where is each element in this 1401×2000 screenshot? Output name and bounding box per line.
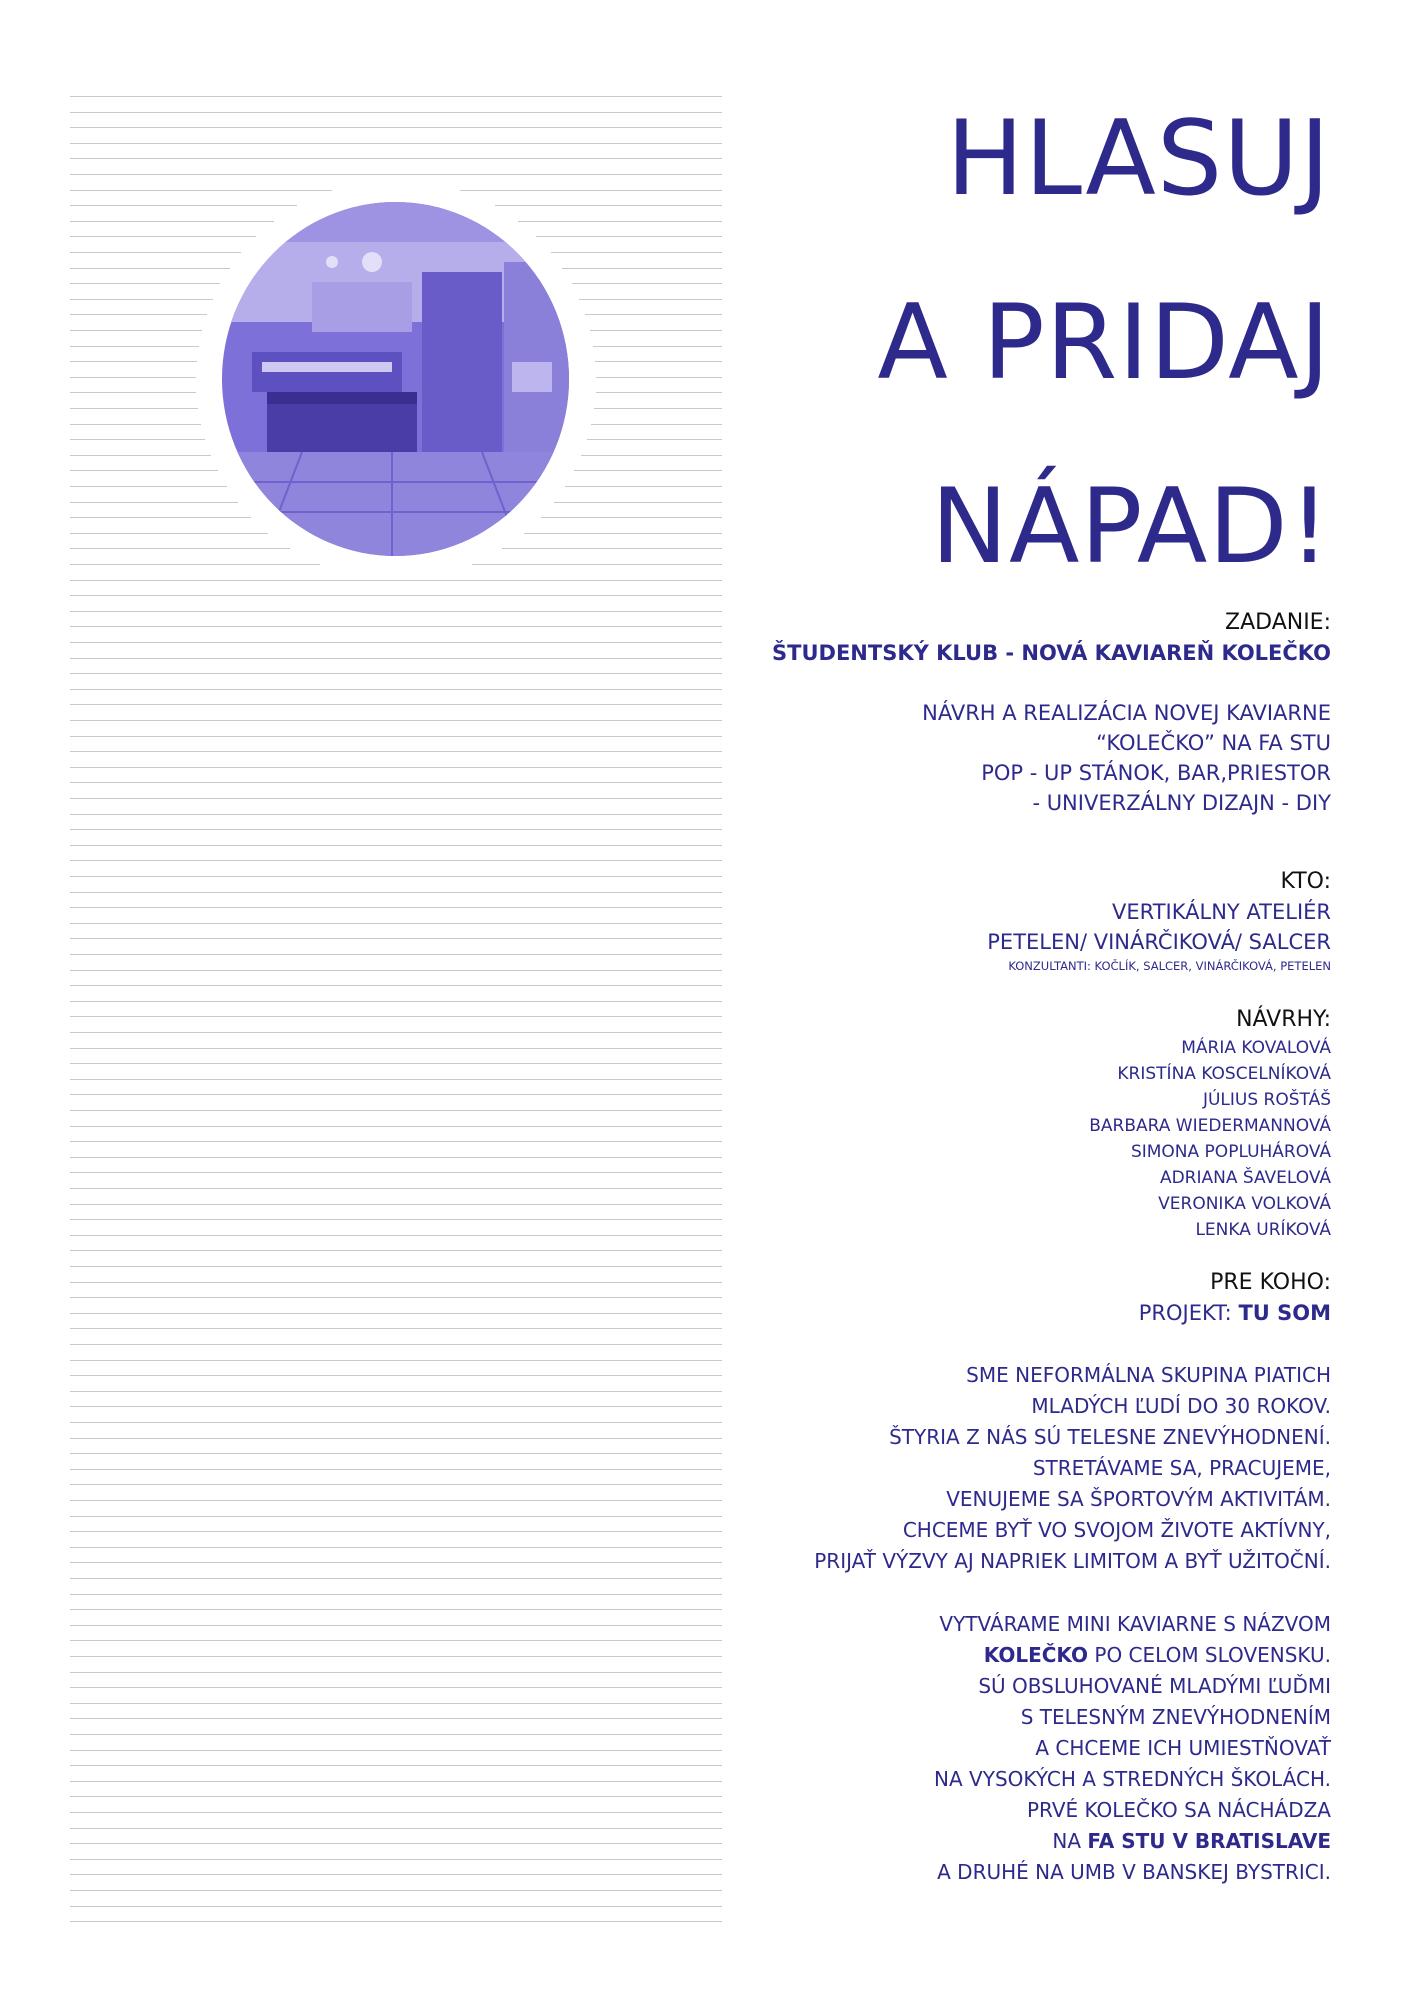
rule-line	[70, 1718, 722, 1719]
rule-line	[70, 1250, 722, 1251]
location-bold: FA STU V BRATISLAVE	[1087, 1829, 1331, 1853]
rule-line	[70, 377, 196, 378]
rule-line	[70, 782, 722, 783]
rule-line	[70, 1781, 722, 1782]
rule-line	[70, 127, 722, 128]
rule-line	[70, 860, 722, 861]
rule-line	[70, 1048, 722, 1049]
rule-line	[70, 112, 722, 113]
rule-line	[70, 299, 213, 300]
rule-line	[70, 1235, 722, 1236]
rule-line	[70, 439, 205, 440]
rule-line	[565, 486, 722, 487]
rule-line	[70, 346, 199, 347]
designer-name: KRISTÍNA KOSCELNÍKOVÁ	[1117, 1064, 1331, 1084]
rule-line	[70, 736, 722, 737]
rule-line	[593, 346, 722, 347]
rule-line	[70, 1157, 722, 1158]
rule-line	[70, 1734, 722, 1735]
rule-line	[70, 767, 722, 768]
rule-line	[70, 1562, 722, 1563]
rule-line	[70, 720, 722, 721]
rule-line	[70, 689, 722, 690]
rule-line	[70, 1079, 722, 1080]
rule-line	[70, 1391, 722, 1392]
rule-line	[70, 907, 722, 908]
kolecko-line: A DRUHÉ NA UMB V BANSKEJ BYSTRICI.	[937, 1860, 1331, 1884]
designer-name: LENKA URÍKOVÁ	[1195, 1220, 1331, 1240]
designer-name: VERONIKA VOLKOVÁ	[1158, 1194, 1331, 1214]
rule-line	[70, 876, 722, 877]
projekt-name: TU SOM	[1238, 1301, 1331, 1325]
rule-line	[495, 205, 722, 206]
cafe-photo	[222, 202, 569, 556]
kolecko-line: NA VYSOKÝCH A STREDNÝCH ŠKOLÁCH.	[934, 1767, 1331, 1791]
rule-line	[70, 1859, 722, 1860]
rule-line	[70, 1656, 722, 1657]
rule-line	[70, 1001, 722, 1002]
rule-line	[70, 1921, 722, 1922]
designer-name: BARBARA WIEDERMANNOVÁ	[1089, 1116, 1331, 1136]
kolecko-bold: KOLEČKO	[983, 1643, 1089, 1667]
designer-name: SIMONA POPLUHÁROVÁ	[1130, 1142, 1331, 1162]
rule-line	[70, 845, 722, 846]
zadanie-desc-line: NÁVRH A REALIZÁCIA NOVEJ KAVIARNE	[922, 701, 1331, 725]
rule-line	[70, 392, 196, 393]
rule-line	[579, 299, 722, 300]
rule-line	[70, 1609, 722, 1610]
rule-line	[70, 236, 256, 237]
navrhy-section	[1089, 1005, 1331, 1243]
kolecko-line: VYTVÁRAME MINI KAVIARNE S NÁZVOM	[939, 1612, 1331, 1636]
headline	[711, 100, 1331, 586]
rule-line	[70, 798, 722, 799]
rule-line	[70, 1141, 722, 1142]
headline-line: NÁPAD!	[930, 467, 1331, 587]
rule-line	[70, 673, 722, 674]
rule-line	[70, 96, 722, 97]
rule-line	[70, 1032, 722, 1033]
rule-line	[70, 1640, 722, 1641]
designer-name: ADRIANA ŠAVELOVÁ	[1159, 1168, 1331, 1188]
rule-line	[70, 1516, 722, 1517]
rule-line	[590, 330, 722, 331]
rule-line	[70, 283, 220, 284]
rule-line	[551, 252, 722, 253]
rule-line	[70, 1890, 722, 1891]
about-line: PRIJAŤ VÝZVY AJ NAPRIEK LIMITOM A BYŤ UŽITOČNÍ.	[814, 1549, 1331, 1573]
rule-line	[70, 424, 201, 425]
rule-line	[70, 1703, 722, 1704]
rule-line	[595, 361, 722, 362]
rule-line	[70, 923, 722, 924]
zadanie-desc-line: POP - UP STÁNOK, BAR,PRIESTOR	[981, 761, 1331, 785]
rule-line	[70, 1500, 722, 1501]
zadanie-desc-line: - UNIVERZÁLNY DIZAJN - DIY	[1032, 791, 1331, 815]
rule-line	[70, 985, 722, 986]
kto-label: KTO:	[1280, 869, 1331, 894]
rule-line	[562, 268, 722, 269]
kto-section	[987, 867, 1331, 975]
zadanie-title: ŠTUDENTSKÝ KLUB - NOVÁ KAVIAREŇ KOLEČKO	[772, 641, 1331, 665]
rule-line	[70, 1063, 722, 1064]
rule-line	[70, 1266, 722, 1267]
rule-line	[70, 1625, 722, 1626]
rule-line	[70, 548, 290, 549]
rule-line	[541, 517, 722, 518]
rule-line	[70, 829, 722, 830]
rule-line	[70, 611, 722, 612]
rule-line	[70, 1765, 722, 1766]
rule-line	[70, 814, 722, 815]
rule-line	[70, 1578, 722, 1579]
rule-line	[70, 533, 268, 534]
rule-line	[70, 1282, 722, 1283]
rule-line	[70, 704, 722, 705]
rule-line	[70, 1796, 722, 1797]
rule-line	[518, 221, 722, 222]
rule-line	[70, 143, 722, 144]
rule-line	[70, 751, 722, 752]
rule-line	[70, 252, 241, 253]
about-paragraph	[814, 1360, 1331, 1577]
rule-line	[70, 970, 722, 971]
rule-line	[70, 408, 198, 409]
kolecko-line: NA	[1052, 1829, 1088, 1853]
pre-koho-section	[1139, 1268, 1331, 1328]
rule-line	[596, 377, 722, 378]
rule-line	[70, 314, 207, 315]
rule-line	[70, 455, 211, 456]
rule-line	[70, 1297, 722, 1298]
rule-line	[70, 470, 218, 471]
rule-line	[70, 1906, 722, 1907]
rule-line	[70, 1828, 722, 1829]
kolecko-line: PO CELOM SLOVENSKU.	[1088, 1643, 1331, 1667]
kolecko-paragraph	[934, 1609, 1331, 1888]
rule-line	[70, 1328, 722, 1329]
rule-line	[70, 1188, 722, 1189]
kolecko-line: A CHCEME ICH UMIESTŇOVAŤ	[1035, 1736, 1331, 1760]
rule-line	[554, 502, 722, 503]
kto-line: PETELEN/ VINÁRČIKOVÁ/ SALCER	[987, 930, 1331, 954]
rule-line	[70, 1172, 722, 1173]
rule-line	[472, 564, 722, 565]
rule-line	[70, 1874, 722, 1875]
about-line: CHCEME BYŤ VO SVOJOM ŽIVOTE AKTÍVNY,	[902, 1518, 1331, 1542]
rule-line	[70, 1750, 722, 1751]
rule-line	[70, 1406, 722, 1407]
rule-line	[581, 455, 722, 456]
rule-line	[70, 1204, 722, 1205]
rule-line	[70, 502, 238, 503]
rule-line	[536, 236, 722, 237]
rule-line	[524, 533, 722, 534]
zadanie-desc-line: “KOLEČKO” NA FA STU	[1096, 731, 1331, 755]
designer-name: MÁRIA KOVALOVÁ	[1181, 1038, 1331, 1058]
rule-line	[587, 439, 722, 440]
kto-line: VERTIKÁLNY ATELIÉR	[1112, 900, 1331, 924]
rule-line	[574, 470, 722, 471]
rule-line	[70, 330, 202, 331]
rule-line	[70, 1094, 722, 1095]
rule-line	[70, 1016, 722, 1017]
rule-line	[70, 954, 722, 955]
rule-line	[70, 1843, 722, 1844]
rule-line	[70, 892, 722, 893]
rule-line	[70, 1360, 722, 1361]
rule-line	[70, 205, 297, 206]
rule-line	[70, 580, 722, 581]
designer-name: JÚLIUS ROŠTÁŠ	[1202, 1090, 1331, 1110]
rule-line	[70, 1110, 722, 1111]
rule-line	[70, 1687, 722, 1688]
about-line: STRETÁVAME SA, PRACUJEME,	[1032, 1456, 1331, 1480]
projekt-prefix: PROJEKT:	[1138, 1301, 1239, 1325]
rule-line	[502, 548, 722, 549]
rule-line	[70, 1531, 722, 1532]
rule-line	[70, 190, 332, 191]
rule-line	[70, 1469, 722, 1470]
rule-line	[70, 1219, 722, 1220]
rule-line	[70, 1438, 722, 1439]
zadanie-label: ZADANIE:	[1225, 610, 1331, 635]
konzultanti: KONZULTANTI: KOČLÍK, SALCER, VINÁRČIKOVÁ, PETELEN	[1008, 959, 1331, 973]
rule-line	[70, 174, 722, 175]
about-line: MLADÝCH ĽUDÍ DO 30 ROKOV.	[1031, 1394, 1331, 1418]
pre-koho-label: PRE KOHO:	[1210, 1270, 1331, 1295]
rule-line	[70, 626, 722, 627]
rule-line	[591, 424, 722, 425]
kolecko-line: S TELESNÝM ZNEVÝHODNENÍM	[1020, 1705, 1331, 1729]
rule-line	[460, 190, 722, 191]
rule-line	[596, 392, 722, 393]
rule-line	[70, 1126, 722, 1127]
about-line: SME NEFORMÁLNA SKUPINA PIATICH	[966, 1363, 1331, 1387]
about-line: VENUJEME SA ŠPORTOVÝM AKTIVITÁM.	[946, 1487, 1331, 1511]
zadanie-section	[772, 608, 1331, 818]
rule-line	[70, 268, 230, 269]
rule-line	[70, 1812, 722, 1813]
rule-line	[70, 1453, 722, 1454]
rule-line	[70, 642, 722, 643]
rule-line	[70, 1594, 722, 1595]
navrhy-label: NÁVRHY:	[1236, 1007, 1331, 1032]
rule-line	[70, 221, 274, 222]
rule-line	[70, 1313, 722, 1314]
rule-line	[585, 314, 722, 315]
rule-line	[70, 1484, 722, 1485]
rule-line	[70, 564, 320, 565]
about-line: ŠTYRIA Z NÁS SÚ TELESNE ZNEVÝHODNENÍ.	[889, 1425, 1331, 1449]
headline-line: A PRIDAJ	[877, 283, 1331, 403]
rule-line	[70, 658, 722, 659]
rule-line	[70, 1344, 722, 1345]
rule-line	[70, 1422, 722, 1423]
rule-line	[70, 517, 251, 518]
rule-line	[70, 1672, 722, 1673]
rule-line	[572, 283, 722, 284]
rule-line	[594, 408, 722, 409]
rule-line	[70, 1375, 722, 1376]
headline-line: HLASUJ	[946, 99, 1331, 219]
rule-line	[70, 938, 722, 939]
rule-line	[70, 1547, 722, 1548]
rule-line	[70, 158, 722, 159]
rule-line	[70, 486, 227, 487]
rule-line	[70, 361, 197, 362]
kolecko-line: PRVÉ KOLEČKO SA NÁCHÁDZA	[1026, 1798, 1331, 1822]
kolecko-line: SÚ OBSLUHOVANÉ MLADÝMI ĽUĎMI	[978, 1674, 1331, 1698]
rule-line	[70, 595, 722, 596]
